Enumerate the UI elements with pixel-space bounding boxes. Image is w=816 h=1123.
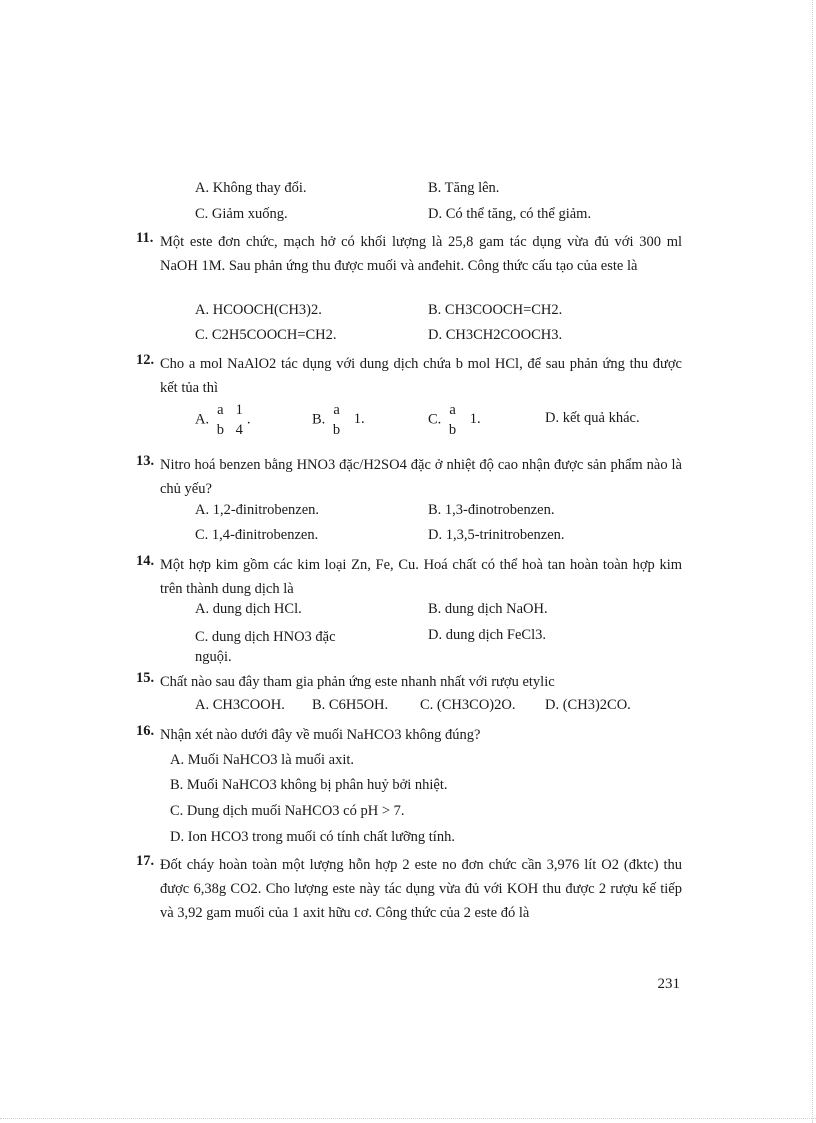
q11-number: 11. — [136, 230, 154, 246]
q15-text: Chất nào sau đây tham gia phản ứng este nhanh nhất với rượu etylic — [160, 674, 555, 690]
page-border-bottom — [0, 1118, 816, 1119]
q11-option-b: B. CH3COOCH=CH2. — [428, 302, 563, 318]
q15-number: 15. — [136, 670, 155, 686]
q14-option-d: D. dung dịch FeCl3. — [428, 627, 547, 643]
fraction-denominator: b — [216, 422, 224, 438]
q14-option-b: B. dung dịch NaOH. — [428, 601, 548, 617]
q16-option-a: A. Muối NaHCO3 là muối axit. — [170, 752, 355, 768]
fraction-denominator: 4 — [235, 422, 243, 438]
q17-text: Đốt cháy hoàn toàn một lượng hỗn hợp 2 este no đơn chức cần 3,976 lít O2 (đktc) thu được 6,38g CO2. Cho lượng este này tác dụng vừa đủ với KOH thu được 2 rượu kế tiếp và 3,92 gam muối của 1 axit hữu cơ. Công thức của 2 este đó là — [160, 857, 682, 921]
q12-a-fraction-1 — [217, 400, 224, 440]
q11-text: Một este đơn chức, mạch hở có khối lượng là 25,8 gam tác dụng vừa đủ với 300 ml NaOH 1M. Sau phản ứng thu được muối và anđehit. Công thức cấu tạo của este là — [160, 234, 682, 274]
q15-option-a: A. CH3COOH. — [195, 697, 285, 713]
q17-number: 17. — [136, 853, 155, 869]
q14-text: Một hợp kim gồm các kim loại Zn, Fe, Cu. Hoá chất có thể hoà tan hoàn toàn hợp kim trên thành dung dịch là — [160, 557, 682, 597]
fraction-numerator: 1 — [235, 402, 243, 418]
q12-c-fraction — [449, 400, 456, 440]
q10-option-c: C. Giảm xuống. — [195, 206, 288, 222]
q16-option-d: D. Ion HCO3 trong muối có tính chất lưỡng tính. — [170, 829, 455, 845]
question-16 — [136, 723, 682, 747]
fraction-denominator: b — [448, 422, 457, 438]
q14-number: 14. — [136, 553, 155, 569]
q12-b-label: B. — [312, 411, 326, 428]
q11-option-d: D. CH3CH2COOCH3. — [428, 327, 563, 343]
question-13 — [136, 453, 682, 501]
q12-a-tail: . — [246, 411, 251, 428]
question-14 — [136, 553, 682, 601]
fraction-numerator: a — [217, 402, 224, 418]
q12-option-b — [312, 400, 365, 440]
question-12 — [136, 352, 682, 400]
q16-option-b: B. Muối NaHCO3 không bị phân huỷ bởi nhiệt. — [170, 777, 448, 793]
q13-option-b: B. 1,3-đinotrobenzen. — [428, 502, 555, 518]
q14-option-a: A. dung dịch HCl. — [195, 601, 302, 617]
q12-b-tail: 1. — [353, 411, 365, 428]
q14-option-c: C. dung dịch HNO3 đặc nguội. — [195, 629, 336, 665]
q12-option-c — [428, 400, 481, 440]
q13-text: Nitro hoá benzen bằng HNO3 đặc/H2SO4 đặc ở nhiệt độ cao nhận được sản phẩm nào là chủ yếu? — [160, 457, 682, 497]
q12-option-a — [195, 400, 250, 440]
q10-option-a: A. Không thay đổi. — [195, 180, 307, 196]
fraction-numerator: a — [449, 402, 456, 418]
q12-a-fraction-2 — [236, 400, 243, 440]
q10-option-b: B. Tăng lên. — [428, 180, 500, 196]
q12-b-fraction — [333, 400, 340, 440]
q15-option-b: B. C6H5OH. — [312, 697, 389, 713]
q16-number: 16. — [136, 723, 155, 739]
q12-c-tail: 1. — [469, 411, 481, 428]
page-number: 231 — [657, 976, 680, 992]
q10-option-d: D. Có thể tăng, có thể giảm. — [428, 206, 592, 222]
q12-text: Cho a mol NaAlO2 tác dụng với dung dịch chứa b mol HCl, để sau phản ứng thu được kết tủa thì — [160, 356, 682, 396]
q11-option-c: C. C2H5COOCH=CH2. — [195, 327, 337, 343]
q13-option-d: D. 1,3,5-trinitrobenzen. — [428, 527, 565, 543]
question-11 — [136, 230, 682, 278]
q12-c-label: C. — [428, 411, 442, 428]
q13-option-c: C. 1,4-đinitrobenzen. — [195, 527, 319, 543]
q13-option-a: A. 1,2-đinitrobenzen. — [195, 502, 320, 518]
q16-option-c: C. Dung dịch muối NaHCO3 có pH > 7. — [170, 803, 405, 819]
q12-a-label: A. — [195, 411, 210, 428]
q15-option-d: D. (CH3)2CO. — [545, 697, 631, 713]
page-border-right — [812, 0, 813, 1123]
q16-text: Nhận xét nào dưới đây về muối NaHCO3 không đúng? — [160, 727, 481, 743]
q15-option-c: C. (CH3CO)2O. — [420, 697, 516, 713]
fraction-numerator: a — [333, 402, 340, 418]
q13-number: 13. — [136, 453, 155, 469]
fraction-denominator: b — [332, 422, 341, 438]
q12-option-d: D. kết quả khác. — [545, 410, 640, 426]
q11-option-a: A. HCOOCH(CH3)2. — [195, 302, 322, 318]
question-15 — [136, 670, 682, 694]
q12-number: 12. — [136, 352, 155, 368]
question-17 — [136, 853, 682, 925]
